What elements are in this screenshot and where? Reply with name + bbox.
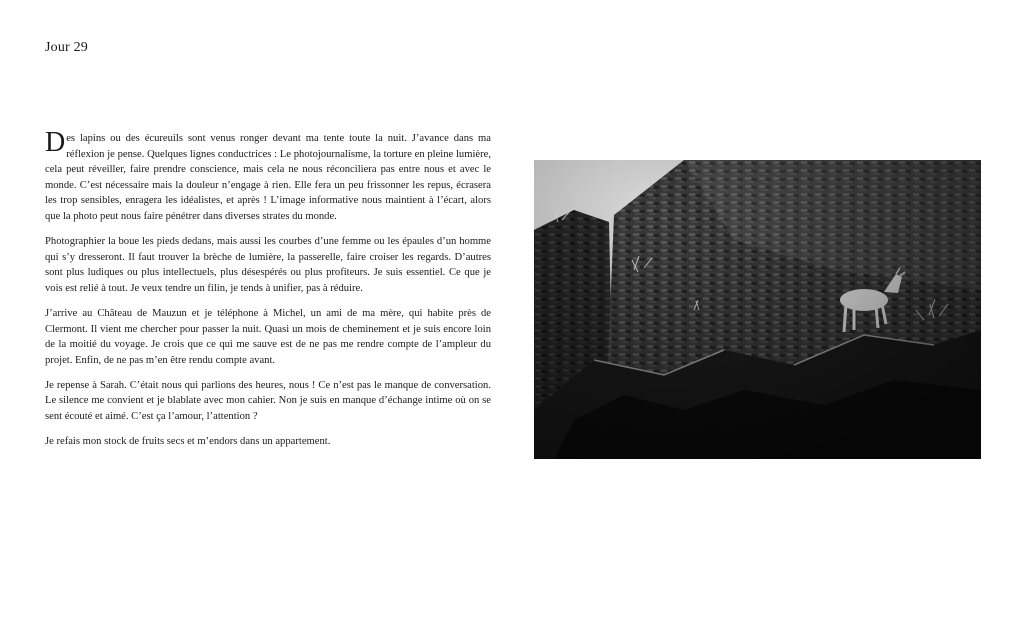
photo-illustration	[534, 160, 981, 459]
paragraph-5: Je refais mon stock de fruits secs et m’endors dans un appartement.	[45, 436, 331, 448]
paragraph-2: Photographier la boue les pieds dedans, mais aussi les courbes d’une femme ou les épaules d’un homme qui s’y dresseront. Il faut trouver la brèche de lumière, la passerelle, faire croiser les regards. D’autres sont plus ludiques ou plus intellectuels, plus désespérés ou plus profiteurs. Je suis essentiel. Ce que je vois est relié à tout. Je veux tendre un filin, je tends à unifier, pas à réduire.	[45, 236, 491, 294]
paragraph-3: J’arrive au Château de Mauzun et je téléphone à Michel, un ami de ma mère, qui habite près de Clermont. Il vient me chercher pour passer la nuit. Quasi un mois de cheminement et je suis encore loin de la moitié du voyage. Je crois que ce qui me sauve est de ne pas me rendre compte de l’ampleur du projet. Enfin, de ne pas m’en être rendu compte avant.	[45, 307, 491, 366]
paragraph-1	[45, 127, 491, 225]
drop-cap: D	[45, 127, 66, 158]
page-title: Jour 29	[45, 40, 89, 55]
paragraph-4: Je repense à Sarah. C’était nous qui parlions des heures, nous ! Ce n’est pas le manque de conversation. Le silence me convient et je blablate avec mon cahier. Non je suis en manque d’échange intime où on se sent écouté et aimé. C’est ça l’amour, l’attention ?	[45, 379, 491, 422]
castle-goat-photo	[534, 160, 981, 459]
paragraph-1-text: es lapins ou des écureuils sont venus ronger devant ma tente toute la nuit. J’avance dans ma réflexion je pense. Quelques lignes conductrices : Le photojournalisme, la torture en pleine lumière, cela peut réveiller, faire prendre conscience, mais cela ne nous réconciliera pas entre nous et avec le monde. C’est nécessaire mais la douleur n’engage à rien. Elle fera un peu frissonner les repus, écrasera les trop sensibles, enragera les idéalistes, et après ! L’image informative nous maintient à l’écart, alors que la photo peut nous faire pénétrer dans diverses strates du monde.	[45, 133, 491, 222]
article-body	[45, 127, 491, 459]
